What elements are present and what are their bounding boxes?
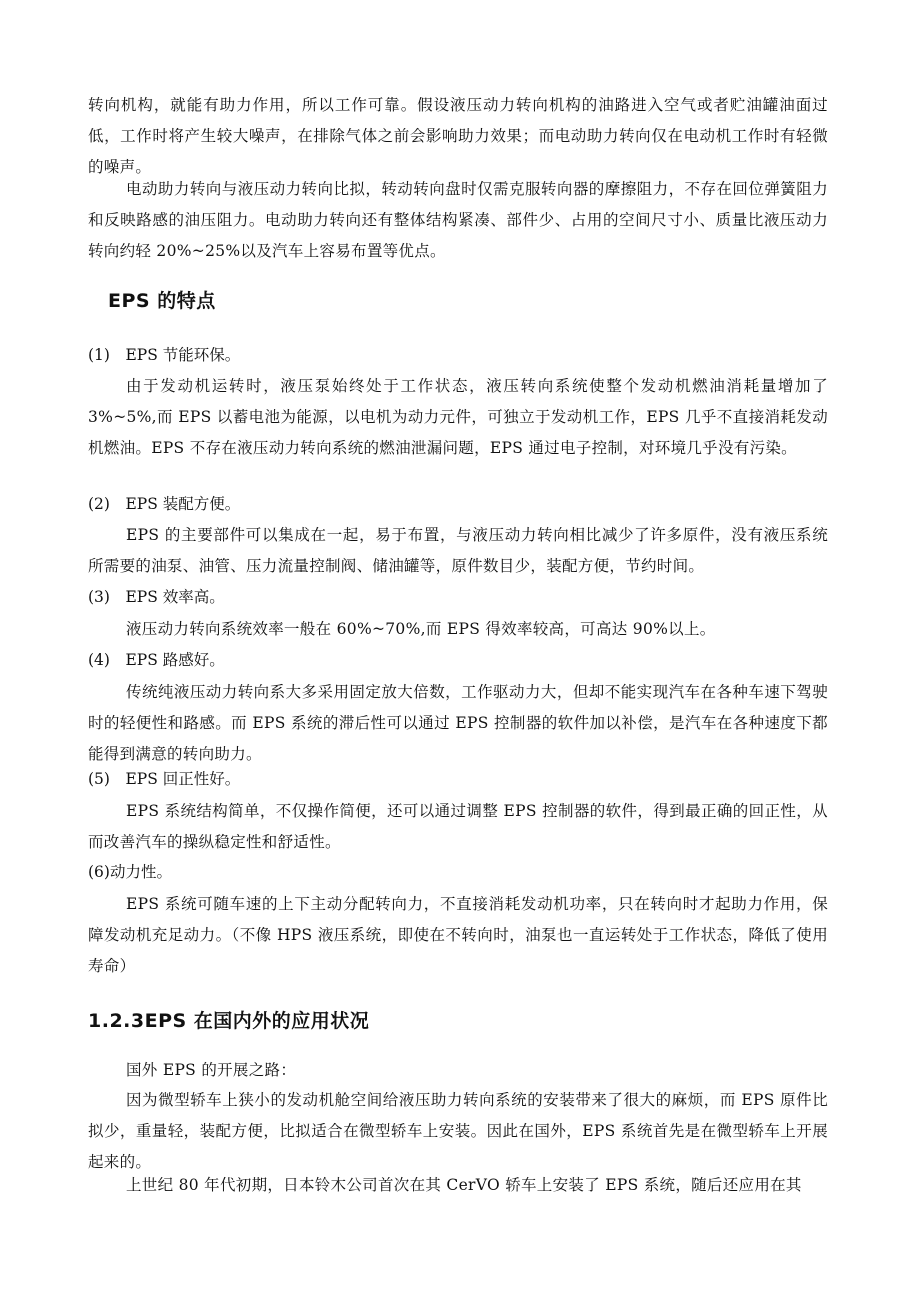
feature-6-label: (6)动力性。	[88, 863, 172, 881]
feature-1-text: 由于发动机运转时，液压泵始终处于工作状态，液压转向系统使整个发动机燃油消耗量增加了 3%~5%,而 EPS 以蓄电池为能源，以电机为动力元件，可独立于发动机工作，EPS 几乎不直接消耗发动机燃油。EPS 不存在液压动力转向系统的燃油泄漏问题，EPS 通过电子控制，对环境几乎没有污染。	[88, 377, 828, 457]
feature-6-text: EPS 系统可随车速的上下主动分配转向力，不直接消耗发动机功率，只在转向时才起助力作用，保障发动机充足动力。（不像 HPS 液压系统，即使在不转向时，油泵也一直运转处于工作状态，降低了使用寿命）	[88, 895, 828, 975]
feature-2-label: (2) EPS 装配方便。	[88, 495, 241, 513]
paragraph-continuation: 转向机构，就能有助力作用，所以工作可靠。假设液压动力转向机构的油路进入空气或者贮油罐油面过低，工作时将产生较大噪声，在排除气体之前会影响助力效果；而电动助力转向仅在电动机工作时有轻微的噪声。	[88, 96, 828, 176]
feature-1-label: (1) EPS 节能环保。	[88, 346, 241, 364]
feature-2-text: EPS 的主要部件可以集成在一起，易于布置，与液压动力转向相比减少了许多原件，没有液压系统所需要的油泵、油管、压力流量控制阀、储油罐等，原件数目少，装配方便，节约时间。	[88, 526, 828, 575]
feature-4-text: 传统纯液压动力转向系大多采用固定放大倍数，工作驱动力大，但却不能实现汽车在各种车速下驾驶时的轻便性和路感。而 EPS 系统的滞后性可以通过 EPS 控制器的软件加以补偿，是汽车在各种速度下都能得到满意的转向助力。	[88, 683, 828, 763]
feature-3-label: (3) EPS 效率高。	[88, 588, 225, 606]
paragraph-comparison: 电动助力转向与液压动力转向比拟，转动转向盘时仅需克服转向器的摩擦阻力，不存在回位弹簧阻力和反映路感的油压阻力。电动助力转向还有整体结构紧凑、部件少、占用的空间尺寸小、质量比液压动力转向约轻 20%~25%以及汽车上容易布置等优点。	[88, 180, 828, 260]
feature-4-label: (4) EPS 路感好。	[88, 651, 225, 669]
paragraph-foreign-development: 国外 EPS 的开展之路：	[126, 1061, 297, 1079]
feature-5-label: (5) EPS 回正性好。	[88, 770, 241, 788]
paragraph-suzuki-history: 上世纪 80 年代初期，日本铃木公司首次在其 CerVO 轿车上安装了 EPS 系统，随后还应用在其	[126, 1176, 802, 1194]
feature-3-text: 液压动力转向系统效率一般在 60%~70%,而 EPS 得效率较高，可高达 90%以上。	[126, 620, 716, 638]
section-heading-eps-features: EPS 的特点	[108, 290, 216, 312]
paragraph-microcar-reason: 因为微型轿车上狭小的发动机舱空间给液压助力转向系统的安装带来了很大的麻烦，而 EPS 原件比拟少，重量轻，装配方便，比拟适合在微型轿车上安装。因此在国外，EPS 系统首先是在微型轿车上开展起来的。	[88, 1091, 828, 1171]
feature-5-text: EPS 系统结构简单，不仅操作简便，还可以通过调整 EPS 控制器的软件，得到最正确的回正性，从而改善汽车的操纵稳定性和舒适性。	[88, 802, 828, 851]
section-heading-application: 1.2.3EPS 在国内外的应用状况	[88, 1010, 370, 1032]
